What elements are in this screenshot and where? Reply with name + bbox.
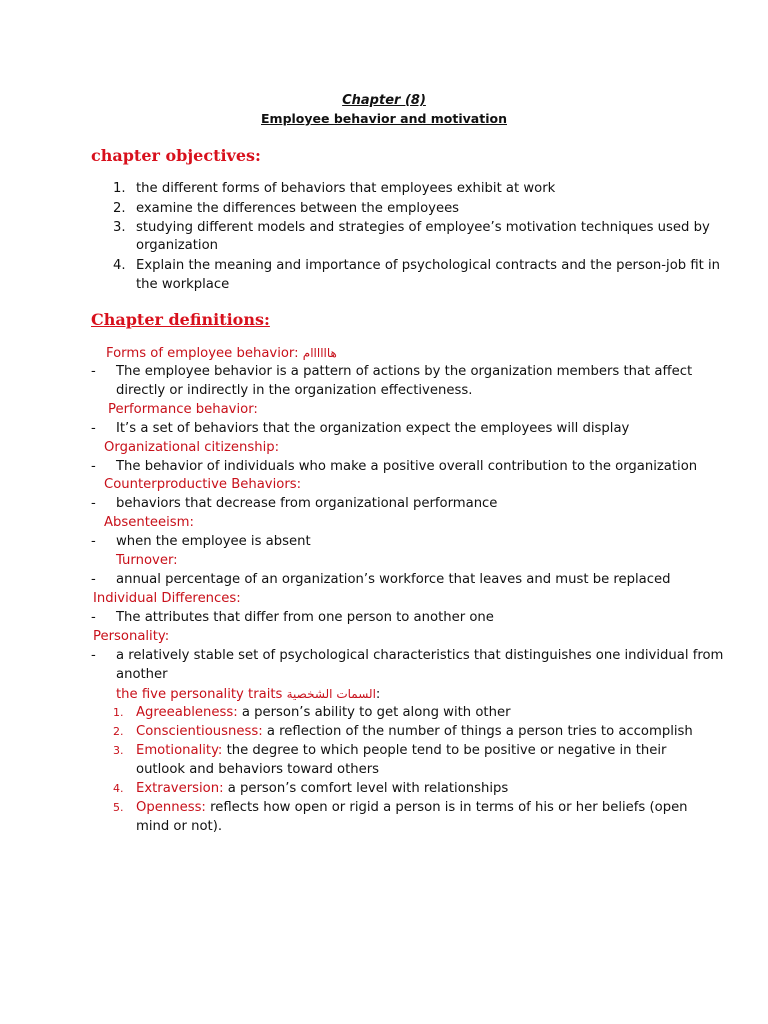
arabic-note: هاااااام <box>302 346 337 360</box>
trait-text: reflects how open or rigid a person is in terms of his or her beliefs (open <box>205 800 688 815</box>
objective-number: 1. <box>113 181 126 196</box>
trait-text: a person’s ability to get along with other <box>237 705 511 720</box>
objective-text: Explain the meaning and importance of psychological contracts and the person-job fit in <box>136 258 721 273</box>
term-turnover: Turnover: <box>116 553 178 568</box>
trait-number: 3. <box>113 744 124 757</box>
definition-text: a relatively stable set of psychological characteristics that distinguishes one individual from <box>116 648 724 663</box>
trait-text: a person’s comfort level with relationships <box>223 781 509 796</box>
chapter-title: Chapter (8) <box>342 93 426 108</box>
colon: : <box>375 687 381 702</box>
definition-text: directly or indirectly in the organization effectiveness. <box>116 383 473 398</box>
term-personality: Personality: <box>93 629 170 644</box>
term-performance-behavior: Performance behavior: <box>108 402 258 417</box>
dash-bullet: - <box>91 610 96 625</box>
definition-text: behaviors that decrease from organizational performance <box>116 496 498 511</box>
objective-text: the workplace <box>136 277 230 292</box>
trait-item <box>136 780 508 798</box>
dash-bullet: - <box>91 364 96 379</box>
trait-item <box>136 704 511 722</box>
definition-text: The behavior of individuals who make a positive overall contribution to the organization <box>116 459 698 474</box>
trait-number: 4. <box>113 782 124 795</box>
definitions-heading: Chapter definitions: <box>91 310 270 329</box>
definition-text: when the employee is absent <box>116 534 311 549</box>
objective-text: organization <box>136 238 218 253</box>
dash-bullet: - <box>91 459 96 474</box>
objective-number: 2. <box>113 201 126 216</box>
trait-text: a reflection of the number of things a person tries to accomplish <box>262 724 693 739</box>
dash-bullet: - <box>91 534 96 549</box>
term-counterproductive-behaviors: Counterproductive Behaviors: <box>104 477 302 492</box>
term-label: the five personality traits <box>116 687 287 702</box>
term-label: Forms of employee behavior: <box>106 346 303 361</box>
term-absenteeism: Absenteeism: <box>104 515 194 530</box>
dash-bullet: - <box>91 572 96 587</box>
trait-text: outlook and behaviors toward others <box>136 762 380 777</box>
trait-term: Openness: <box>136 800 206 815</box>
trait-number: 1. <box>113 706 124 719</box>
term-individual-differences: Individual Differences: <box>93 591 241 606</box>
trait-term: Extraversion: <box>136 781 224 796</box>
term-organizational-citizenship: Organizational citizenship: <box>104 440 280 455</box>
objective-number: 3. <box>113 220 126 235</box>
trait-item <box>136 723 693 741</box>
definition-text: The attributes that differ from one person to another one <box>116 610 494 625</box>
trait-text: mind or not). <box>136 819 223 834</box>
definition-text: It’s a set of behaviors that the organization expect the employees will display <box>116 421 630 436</box>
objective-text: examine the differences between the employees <box>136 201 460 216</box>
dash-bullet: - <box>91 648 96 663</box>
trait-term: Agreeableness: <box>136 705 238 720</box>
objective-number: 4. <box>113 258 126 273</box>
trait-term: Conscientiousness: <box>136 724 263 739</box>
trait-term: Emotionality: <box>136 743 223 758</box>
objective-text: the different forms of behaviors that employees exhibit at work <box>136 181 556 196</box>
objectives-heading: chapter objectives: <box>91 146 261 165</box>
trait-item <box>136 799 688 817</box>
objective-text: studying different models and strategies of employee’s motivation techniques used by <box>136 220 710 235</box>
trait-item <box>136 742 666 760</box>
definition-text: annual percentage of an organization’s workforce that leaves and must be replaced <box>116 572 671 587</box>
trait-text: the degree to which people tend to be positive or negative in their <box>222 743 667 758</box>
five-traits-heading <box>116 685 380 704</box>
definition-text: The employee behavior is a pattern of actions by the organization members that affect <box>116 364 693 379</box>
definition-text: another <box>116 667 168 682</box>
dash-bullet: - <box>91 496 96 511</box>
term-forms-of-employee-behavior <box>106 344 337 363</box>
dash-bullet: - <box>91 421 96 436</box>
arabic-note: السمات الشخصية <box>286 687 376 701</box>
trait-number: 5. <box>113 801 124 814</box>
chapter-subtitle: Employee behavior and motivation <box>261 111 507 126</box>
trait-number: 2. <box>113 725 124 738</box>
